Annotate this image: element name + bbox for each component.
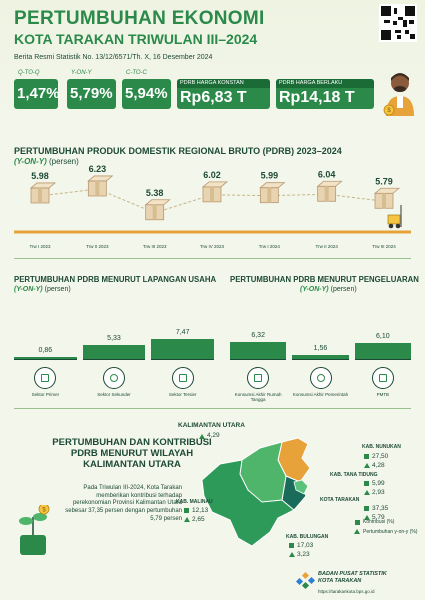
bar-value-label: 6,32: [251, 332, 265, 339]
x-tick-label: Trw II 2023: [86, 244, 109, 249]
footer-org-line1: BADAN PUSAT STATISTIK: [318, 571, 387, 577]
pengeluaran-chart-title: PERTUMBUHAN PDRB MENURUT PENGELUARAN: [230, 275, 419, 284]
region-name: KOTA TARAKAN: [320, 497, 360, 503]
legend-pertumbuhan-label: Pertumbuhan y-on-y (%): [363, 529, 418, 535]
kontribusi-swatch: [364, 481, 369, 486]
qtoq-label: Q-TO-Q: [18, 70, 40, 76]
category-label: Konsumsi Akhir Rumah Tangga: [234, 392, 282, 403]
bar-value-label: 6,10: [376, 332, 390, 340]
bar-value-label: 0,86: [38, 346, 53, 354]
growth-marker-icon: [289, 552, 295, 557]
pengeluaran-chart-subtitle-unit: (persen): [330, 286, 357, 293]
page-subtitle: KOTA TARAKAN TRIWULAN III–2024: [14, 31, 258, 47]
category-label: Sektor Sekunder: [97, 392, 131, 397]
pengeluaran-chart-subtitle-italic: (Y-ON-Y): [300, 286, 329, 293]
pdrb-berlaku-label: PDRB HARGA BERLAKU: [276, 79, 374, 88]
data-label: 6.04: [317, 169, 336, 180]
province-name: KALIMANTAN UTARA: [178, 422, 245, 429]
region-name: KAB. MALINAU: [176, 499, 213, 505]
ctoc-value: 5,94%: [125, 85, 168, 102]
pdrb-chart-title: PERTUMBUHAN PRODUK DOMESTIK REGIONAL BRUTO (PDRB) 2023–2024: [14, 146, 342, 156]
pertumbuhan-value: 3,23: [297, 551, 310, 558]
region-name: KAB. NUNUKAN: [362, 444, 401, 450]
growth-marker-icon: [184, 517, 190, 522]
footer-org-line2: KOTA TARAKAN: [318, 577, 362, 584]
region-name: KAB. BULUNGAN: [286, 534, 329, 540]
pertumbuhan-value: 4,28: [372, 462, 385, 469]
ctoc-label: C-TO-C: [126, 70, 147, 76]
category-label: Konsumsi Akhir Pemerintah: [292, 392, 349, 397]
yony-value: 5,79%: [70, 85, 113, 102]
region-section-text: Pada Triwulan III-2024, Kota Tarakan memberikan kontribusi terhadap perekonomian Provinsi Kalimantan Utara sebesar 37,35 persen dengan pertumbuhan 5,79 persen: [65, 485, 182, 522]
data-label: 5.79: [375, 176, 393, 187]
kontribusi-value: 37,35: [372, 505, 389, 512]
bar-value-label: 7,47: [175, 329, 190, 336]
bps-logo-icon: [296, 570, 316, 590]
category-label: PMTB: [376, 392, 390, 397]
x-tick-label: Trw III 2024: [372, 244, 396, 249]
category-label: Sektor Tersier: [168, 392, 197, 397]
pdrb-konstan-label: PDRB HARGA KONSTAN: [177, 79, 270, 88]
pdrb-chart-subtitle-italic: (Y-ON-Y): [14, 157, 47, 166]
x-tick-label: Trw IV 2023: [199, 244, 225, 249]
region-section-title: PERTUMBUHAN DAN KONTRIBUSI PDRB MENURUT WILAYAH KALIMANTAN UTARA: [52, 437, 212, 470]
footer-organization: [318, 571, 387, 584]
publication-reference: Berita Resmi Statistik No. 13/12/6571/Th. X, 16 Desember 2024: [14, 54, 213, 61]
x-tick-label: Trw I 2023: [29, 244, 51, 249]
pertumbuhan-value: 2,93: [372, 489, 385, 496]
kontribusi-value: 17,03: [297, 542, 314, 549]
category-label: Sektor Primer: [31, 392, 60, 397]
growth-marker-icon: [364, 463, 370, 468]
kontribusi-swatch: [364, 454, 369, 459]
pdrb-berlaku-value: Rp14,18 T: [279, 89, 355, 106]
data-label: 5.98: [31, 170, 49, 181]
legend-kontribusi-label: Kontribusi (%): [363, 519, 395, 525]
pdrb-chart-subtitle-unit: (persen): [48, 157, 79, 166]
x-tick-label: Trw III 2023: [142, 244, 167, 249]
data-label: 6.23: [88, 165, 107, 174]
data-label: 5.38: [145, 187, 164, 198]
bar-value-label: 5,33: [107, 334, 121, 342]
data-label: 5.99: [260, 170, 279, 181]
kontribusi-value: 5,99: [372, 480, 385, 487]
footer-url[interactable]: https://tarakankota.bps.go.id: [318, 589, 375, 594]
kontribusi-swatch: [184, 508, 189, 513]
kontribusi-value: 12,13: [192, 507, 209, 514]
kontribusi-swatch: [364, 506, 369, 511]
page-title: PERTUMBUHAN EKONOMI: [14, 8, 265, 29]
growth-marker-icon: [364, 490, 370, 495]
province-growth: 4,29: [207, 432, 220, 439]
kontribusi-swatch: [289, 543, 294, 548]
x-tick-label: Trw I 2024: [258, 244, 280, 249]
lapangan-chart-subtitle-italic: (Y-ON-Y): [14, 286, 43, 293]
pdrb-konstan-value: Rp6,83 T: [180, 89, 247, 106]
region-name: KAB. TANA TIDUNG: [330, 472, 378, 478]
kontribusi-value: 27,50: [372, 453, 389, 460]
x-tick-label: Trw II 2024: [315, 244, 338, 249]
pertumbuhan-value: 2,65: [192, 516, 205, 523]
lapangan-chart-title: PERTUMBUHAN PDRB MENURUT LAPANGAN USAHA: [14, 275, 217, 284]
yony-label: Y-ON-Y: [71, 70, 92, 76]
svg-text:$: $: [42, 507, 46, 514]
svg-text:$: $: [387, 108, 391, 114]
legend-kontribusi-swatch: [355, 520, 360, 525]
legend-pertumbuhan-icon: [354, 529, 360, 534]
data-label: 6.02: [203, 169, 221, 180]
lapangan-chart-subtitle-unit: (persen): [44, 286, 71, 293]
qtoq-value: 1,47%: [17, 85, 60, 102]
bar-value-label: 1,56: [313, 344, 328, 352]
pertumbuhan-value: 5,79: [372, 514, 385, 521]
